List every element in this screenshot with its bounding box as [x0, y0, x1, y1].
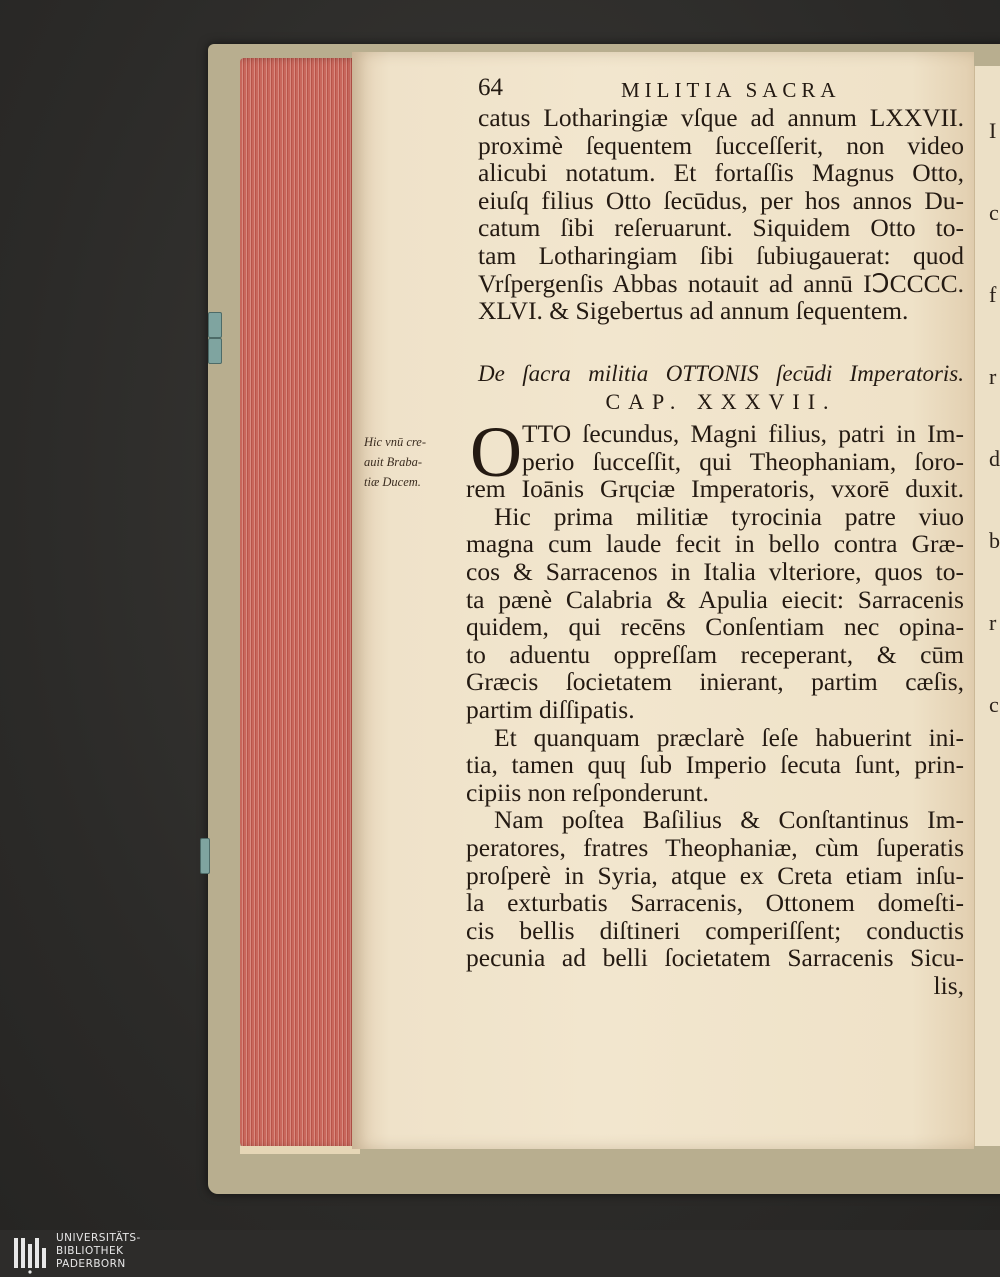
text-line: XLVI. & Sigebertus ad annum ſequentem.	[478, 296, 909, 326]
text-line: magna cum laude fecit in bello contra Græ-	[466, 529, 964, 559]
next-page-letter: f	[989, 282, 997, 307]
text-line: partim diſſipatis.	[466, 694, 635, 724]
text-line: peratores, fratres Theophaniæ, cùm ſuperatis	[466, 832, 964, 862]
text-line: Et quanquam præclarè ſeſe habuerint ini-	[494, 722, 964, 752]
text-line: eiuſq filius Otto ſecūdus, per hos annos Du-	[478, 185, 964, 215]
text-line: perio ſucceſſit, qui Theophaniam, ſoro-	[522, 446, 964, 476]
margin-note-line: tiæ Ducem.	[364, 475, 421, 489]
text-line: la exturbatis Sarracenis, Ottonem domeſti-	[466, 888, 964, 918]
library-logo-icon	[12, 1234, 52, 1274]
clasp-bottom	[208, 338, 222, 364]
text-line: ta pænè Calabria & Apulia eiecit: Sarracenis	[466, 584, 964, 614]
chapter-number: CAP. XXXVII.	[605, 389, 837, 414]
text-line: catus Lotharingiæ vſque ad annum LXXVII.	[478, 103, 964, 132]
next-page-letter: d	[989, 446, 1000, 471]
next-page-letter: r	[989, 364, 997, 389]
next-page-sliver	[974, 66, 1000, 1146]
next-page-letter: I	[989, 118, 997, 143]
margin-note	[364, 432, 464, 492]
margin-note-line: auit Braba-	[364, 455, 422, 469]
chapter-body	[466, 412, 964, 1000]
library-name	[56, 1232, 141, 1271]
text-line: Nam poſtea Baſilius & Conſtantinus Im-	[494, 805, 964, 835]
next-page-letter: b	[989, 528, 1000, 553]
text-line: cis bellis diſtineri comperiſſent; conductis	[466, 915, 964, 945]
text-line: tam Lotharingiam ſibi ſubiugauerat: quod	[478, 240, 964, 270]
library-name-line: BIBLIOTHEK	[56, 1245, 124, 1257]
next-page-letter: c	[989, 200, 999, 225]
library-name-line: PADERBORN	[56, 1258, 126, 1270]
next-page-letter: r	[989, 610, 997, 635]
margin-note-line: Hic vnū cre-	[364, 435, 427, 449]
drop-cap: O	[470, 412, 522, 492]
running-title: MILITIA SACRA	[621, 78, 841, 102]
text-line: quidem, qui recēns Conſentiam nec opina-	[466, 612, 964, 642]
text-line: cipiis non reſponderunt.	[466, 777, 709, 807]
text-line: Græcis ſocietatem inierant, partim cæſis,	[466, 667, 964, 697]
text-line: proſperè in Syria, atque ex Creta etiam inſu-	[466, 860, 964, 890]
clasp-lower	[200, 838, 210, 874]
chapter-title: De ſacra militia OTTONIS ſecūdi Imperatoris.	[478, 361, 964, 386]
chapter-heading	[478, 361, 964, 415]
text-line: TTO ſecundus, Magni filius, patri in Im-	[522, 419, 964, 448]
text-line: pecunia ad belli ſocietatem Sarracenis Sicu-	[466, 943, 964, 973]
text-line: Hic prima militiæ tyrocinia patre viuo	[494, 501, 964, 531]
catchword: lis,	[933, 970, 964, 1000]
next-page-letter: c	[989, 692, 999, 717]
text-line: alicubi notatum. Et fortaſſis Magnus Otto,	[478, 158, 964, 188]
page-number: 64	[478, 74, 503, 101]
text-line: to aduentu oppreſſam receperant, & cūm	[466, 639, 964, 669]
top-paragraph	[478, 104, 964, 325]
text-line: rem Ioānis Grɥciæ Imperatoris, vxorē duxit.	[466, 474, 964, 504]
text-line: proximè ſequentem ſucceſſerit, non video	[478, 130, 964, 160]
text-line: cos & Sarracenos in Italia vlteriore, quos to-	[466, 556, 964, 586]
library-footer	[0, 1230, 1000, 1277]
text-line: catum ſibi reſeruarunt. Siquidem Otto to-	[478, 213, 964, 243]
text-line: Vrſpergenſis Abbas notauit ad annū IↃCCCC.	[478, 268, 964, 298]
library-name-line: UNIVERSITÄTS-	[56, 1232, 141, 1244]
red-page-edges	[240, 58, 360, 1148]
text-line: tia, tamen quɥ ſub Imperio ſecuta ſunt, prin-	[466, 750, 964, 780]
clasp-top	[208, 312, 222, 338]
